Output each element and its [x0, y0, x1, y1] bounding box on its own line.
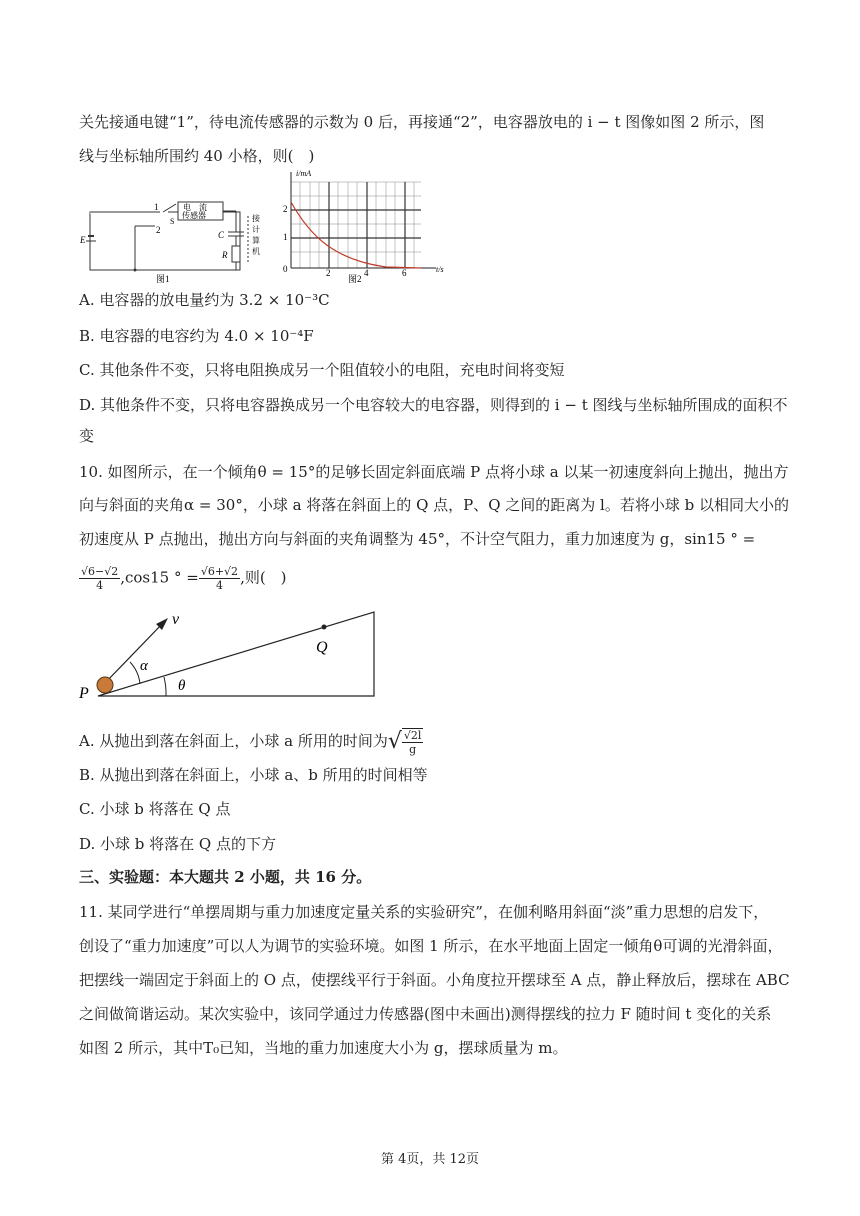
q11-line2: 创设了“重力加速度”可以人为调节的实验环境。如图 1 所示，在水平地面上固定一倾角θ可调的光滑斜面，: [79, 937, 783, 955]
q10-text-line1: 10. 如图所示，在一个倾角θ = 15°的足够长固定斜面底端 P 点将小球 a 以某一初速度斜向上抛出，抛出方: [79, 463, 789, 481]
q9-option-d: D. 其他条件不变，只将电容器换成另一个电容较大的电容器，则得到的 i − t 图线与坐标轴所围成的面积不: [79, 396, 788, 414]
fig1-caption: 图1: [156, 274, 170, 284]
fig2-xtick-4: 4: [364, 268, 369, 278]
q10-option-c: C. 小球 b 将落在 Q 点: [79, 800, 231, 818]
q11-line4: 之间做简谐运动。某次实验中，该同学通过力传感器(图中未画出)测得摆线的拉力 F 随时间 t 变化的关系: [79, 1005, 772, 1023]
fig-label-v: v: [172, 611, 180, 628]
fig-label-q: Q: [316, 639, 328, 656]
fig1-label-2: 2: [156, 225, 161, 235]
q10-text-line2: 向与斜面的夹角α = 30°，小球 a 将落在斜面上的 Q 点，P、Q 之间的距离为 l。若将小球 b 以相同大小的: [79, 496, 789, 514]
sin15-fraction: $\frac{√6-√2}{4}$: [81, 565, 119, 592]
fig1-label-r: R: [222, 250, 228, 260]
q9-option-d-cont: 变: [79, 427, 95, 445]
fig2-ytick-2: 2: [283, 204, 288, 214]
fig1-label-1: 1: [154, 202, 159, 212]
q10-option-a: A. 从抛出到落在斜面上，小球 a 所用的时间为√ $\frac{√2l}{g}$: [79, 729, 422, 756]
circuit-figure: [80, 196, 270, 286]
q11-line5: 如图 2 所示，其中T₀已知，当地的重力加速度大小为 g，摆球质量为 m。: [79, 1039, 568, 1057]
q10-option-d: D. 小球 b 将落在 Q 点的下方: [79, 835, 277, 853]
fig-label-p: P: [79, 685, 89, 702]
fig1-label-c: C: [218, 230, 225, 240]
it-graph-figure: [276, 168, 452, 286]
fig2-xlabel: t/s: [436, 265, 444, 274]
q9-option-b: B. 电容器的电容约为 4.0 × 10⁻⁴F: [79, 327, 314, 345]
fig1-label-s: S: [170, 217, 175, 226]
cos15-fraction: $\frac{√6+√2}{4}$: [200, 565, 239, 592]
q9-option-c: C. 其他条件不变，只将电阻换成另一个阻值较小的电阻，充电时间将变短: [79, 361, 565, 379]
fig1-computer-2: 计: [252, 225, 260, 234]
q10-text-line4: $\frac{√6-√2}{4}$ ,cos15 ° = $\frac{√6+√2}{4}$ ,则( ): [81, 565, 287, 592]
fig2-ytick-0: 0: [283, 264, 288, 274]
page-footer: 第 4页，共 12页: [380, 1152, 480, 1167]
fig2-ytick-1: 1: [283, 232, 288, 242]
q9-option-a: A. 电容器的放电量约为 3.2 × 10⁻³C: [79, 291, 330, 309]
fig2-xtick-6: 6: [402, 268, 407, 278]
fig2-caption: 图2: [348, 274, 362, 284]
fig2-xtick-2: 2: [326, 268, 331, 278]
fig-label-alpha: α: [140, 658, 148, 674]
section-heading: 三、实验题：本大题共 2 小题，共 16 分。: [79, 868, 372, 886]
fig1-sensor-a: 电 流: [183, 203, 207, 212]
q9-text-line2: 线与坐标轴所围约 40 小格，则( ): [79, 147, 315, 165]
fig2-ylabel: i/mA: [296, 169, 312, 178]
fig1-label-e: E: [80, 235, 86, 245]
fig1-computer-1: 接: [252, 214, 260, 223]
fig1-computer-4: 机: [252, 247, 260, 256]
q10-text-line3: 初速度从 P 点抛出，抛出方向与斜面的夹角调整为 45°，不计空气阻力，重力加速度为 g，sin15 ° =: [79, 530, 756, 548]
q9-text-line1: 关先接通电键“1”，待电流传感器的示数为 0 后，再接通“2”，电容器放电的 i − t 图像如图 2 所示，图: [79, 113, 765, 131]
fig-label-theta: θ: [178, 678, 186, 694]
q10-option-b: B. 从抛出到落在斜面上，小球 a、b 所用的时间相等: [79, 766, 428, 784]
fig1-sensor-b: 传感器: [182, 211, 206, 220]
incline-figure: [78, 604, 382, 704]
q11-line1: 11. 某同学进行“单摆周期与重力加速度定量关系的实验研究”，在伽利略用斜面“淡”重力思想的启发下，: [79, 903, 769, 921]
q11-line3: 把摆线一端固定于斜面上的 O 点，使摆线平行于斜面。小角度拉开摆球至 A 点，静止释放后，摆球在 ABC: [79, 971, 790, 989]
fig1-computer-3: 算: [252, 236, 260, 245]
